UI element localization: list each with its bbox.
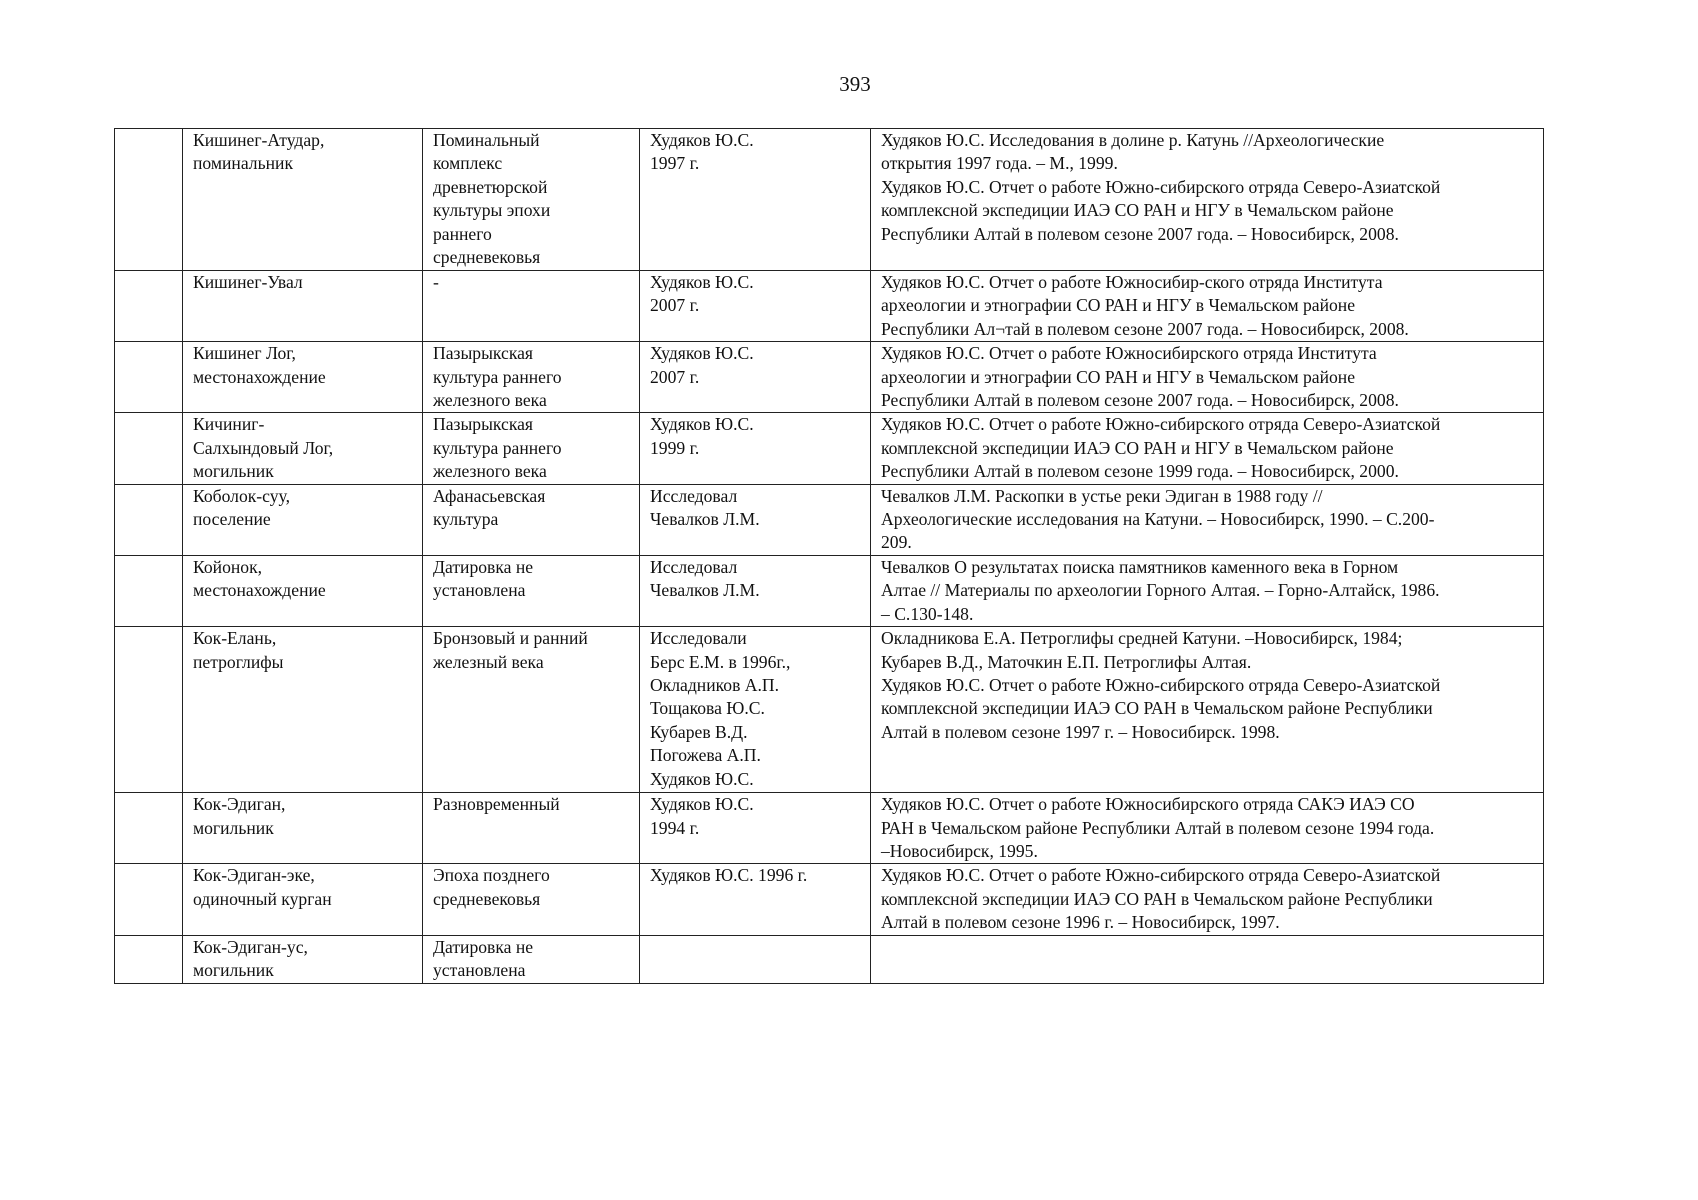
site-name-cell: Койонок, местонахождение (183, 555, 423, 626)
literature-cell: Окладникова Е.А. Петроглифы средней Катуни. –Новосибирск, 1984; Кубарев В.Д., Маточкин Е.П. Петроглифы Алтая. Худяков Ю.С. Отчет о работе Южно-сибирского отряда Северо-Азиатской комплексной экспедиции ИАЭ СО РАН в Чемальском районе Республики Алтай в полевом сезоне 1997 г. – Новосибирск. 1998. (871, 627, 1544, 793)
culture-dating-cell: Разновременный (423, 793, 640, 864)
page-number: 393 (839, 72, 871, 96)
literature-cell: Чевалков О результатах поиска памятников каменного века в Горном Алтае // Материалы по археологии Горного Алтая. – Горно-Алтайск, 1986. – С.130-148. (871, 555, 1544, 626)
researcher-cell: Исследовал Чевалков Л.М. (640, 555, 871, 626)
table-row (115, 935, 1544, 983)
table-row (115, 864, 1544, 935)
table-row (115, 793, 1544, 864)
researcher-cell: Худяков Ю.С. 2007 г. (640, 271, 871, 342)
row-number-cell (115, 627, 183, 793)
row-number-cell (115, 413, 183, 484)
table-row (115, 413, 1544, 484)
researcher-cell: Худяков Ю.С. 1996 г. (640, 864, 871, 935)
researcher-cell: Исследовал Чевалков Л.М. (640, 484, 871, 555)
site-name-cell: Кок-Елань, петроглифы (183, 627, 423, 793)
culture-dating-cell: Афанасьевская культура (423, 484, 640, 555)
row-number-cell (115, 864, 183, 935)
culture-dating-cell: Бронзовый и ранний железный века (423, 627, 640, 793)
monuments-table (114, 128, 1544, 984)
row-number-cell (115, 935, 183, 983)
site-name-cell: Кишинег-Атудар, поминальник (183, 129, 423, 271)
site-name-cell: Кок-Эдиган-эке, одиночный курган (183, 864, 423, 935)
literature-cell (871, 935, 1544, 983)
row-number-cell (115, 555, 183, 626)
row-number-cell (115, 342, 183, 413)
table-row (115, 129, 1544, 271)
table-row (115, 555, 1544, 626)
literature-cell: Худяков Ю.С. Отчет о работе Южносибирского отряда САКЭ ИАЭ СО РАН в Чемальском районе Республики Алтай в полевом сезоне 1994 года. –Новосибирск, 1995. (871, 793, 1544, 864)
culture-dating-cell: Датировка не установлена (423, 555, 640, 626)
literature-cell: Худяков Ю.С. Отчет о работе Южно-сибирского отряда Северо-Азиатской комплексной экспедиции ИАЭ СО РАН в Чемальском районе Республики Алтай в полевом сезоне 1996 г. – Новосибирск, 1997. (871, 864, 1544, 935)
researcher-cell (640, 935, 871, 983)
site-name-cell: Кичиниг- Салхындовый Лог, могильник (183, 413, 423, 484)
row-number-cell (115, 271, 183, 342)
row-number-cell (115, 484, 183, 555)
literature-cell: Худяков Ю.С. Отчет о работе Южносибирского отряда Института археологии и этнографии СО РАН и НГУ в Чемальском районе Республики Алтай в полевом сезоне 2007 года. – Новосибирск, 2008. (871, 342, 1544, 413)
row-number-cell (115, 129, 183, 271)
culture-dating-cell: Эпоха позднего средневековья (423, 864, 640, 935)
site-name-cell: Коболок-суу, поселение (183, 484, 423, 555)
culture-dating-cell: - (423, 271, 640, 342)
literature-cell: Худяков Ю.С. Отчет о работе Южносибир-ского отряда Института археологии и этнографии СО РАН и НГУ в Чемальском районе Республики Ал¬тай в полевом сезоне 2007 года. – Новосибирск, 2008. (871, 271, 1544, 342)
culture-dating-cell: Поминальный комплекс древнетюрской культуры эпохи раннего средневековья (423, 129, 640, 271)
site-name-cell: Кок-Эдиган, могильник (183, 793, 423, 864)
researcher-cell: Худяков Ю.С. 1994 г. (640, 793, 871, 864)
literature-cell: Чевалков Л.М. Раскопки в устье реки Эдиган в 1988 году // Археологические исследования на Катуни. – Новосибирск, 1990. – С.200- 209. (871, 484, 1544, 555)
culture-dating-cell: Датировка не установлена (423, 935, 640, 983)
row-number-cell (115, 793, 183, 864)
table-row (115, 271, 1544, 342)
researcher-cell: Худяков Ю.С. 2007 г. (640, 342, 871, 413)
monuments-table-body (115, 129, 1544, 984)
table-row (115, 627, 1544, 793)
site-name-cell: Кок-Эдиган-ус, могильник (183, 935, 423, 983)
researcher-cell: Худяков Ю.С. 1999 г. (640, 413, 871, 484)
literature-cell: Худяков Ю.С. Отчет о работе Южно-сибирского отряда Северо-Азиатской комплексной экспедиции ИАЭ СО РАН и НГУ в Чемальском районе Республики Алтай в полевом сезоне 1999 года. – Новосибирск, 2000. (871, 413, 1544, 484)
researcher-cell: Худяков Ю.С. 1997 г. (640, 129, 871, 271)
table-row (115, 342, 1544, 413)
site-name-cell: Кишинег-Увал (183, 271, 423, 342)
table-row (115, 484, 1544, 555)
culture-dating-cell: Пазырыкская культура раннего железного века (423, 413, 640, 484)
literature-cell: Худяков Ю.С. Исследования в долине р. Катунь //Археологические открытия 1997 года. – М., 1999. Худяков Ю.С. Отчет о работе Южно-сибирского отряда Северо-Азиатской комплексной экспедиции ИАЭ СО РАН и НГУ в Чемальском районе Республики Алтай в полевом сезоне 2007 года. – Новосибирск, 2008. (871, 129, 1544, 271)
culture-dating-cell: Пазырыкская культура раннего железного века (423, 342, 640, 413)
researcher-cell: Исследовали Берс Е.М. в 1996г., Окладников А.П. Тощакова Ю.С. Кубарев В.Д. Погожева А.П. Худяков Ю.С. (640, 627, 871, 793)
site-name-cell: Кишинег Лог, местонахождение (183, 342, 423, 413)
